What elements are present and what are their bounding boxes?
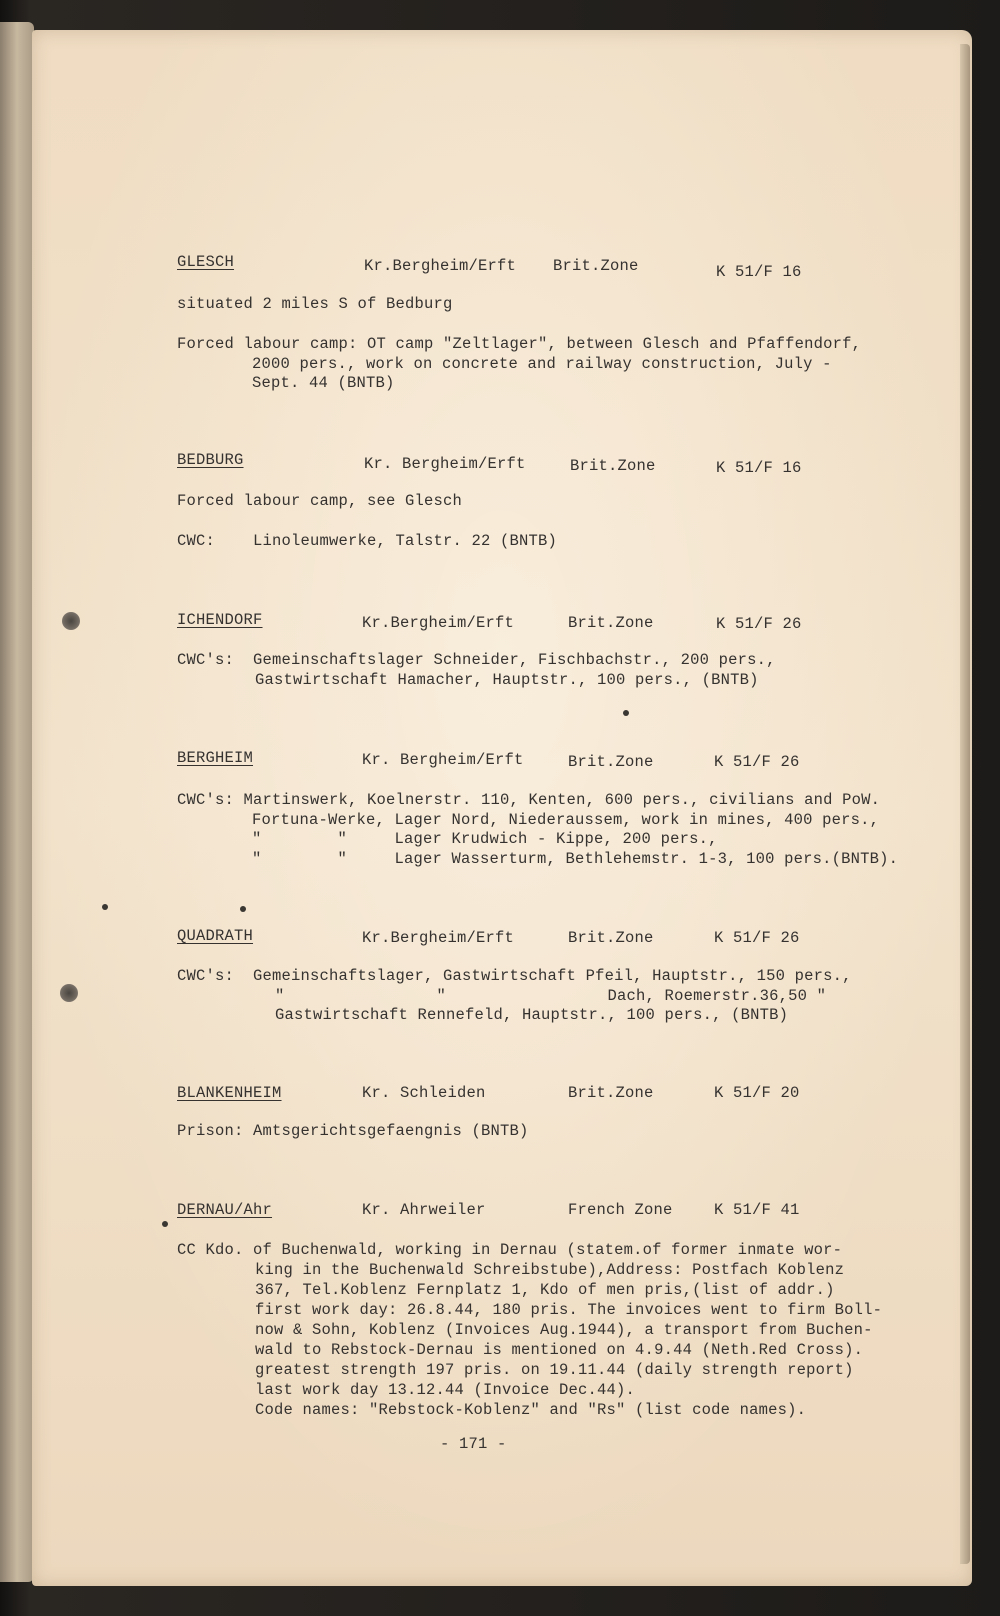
entry-line: now & Sohn, Koblenz (Invoices Aug.1944), a transport from Buchen- <box>255 1321 873 1339</box>
kreis: Kr. Bergheim/Erft <box>362 751 524 769</box>
place-heading: BLANKENHEIM <box>177 1084 282 1102</box>
kreis: Kr.Bergheim/Erft <box>364 257 517 275</box>
kreis: Kr.Bergheim/Erft <box>362 614 515 632</box>
kreis: Kr. Bergheim/Erft <box>364 455 526 473</box>
grid-ref: K 51/F 26 <box>714 929 800 947</box>
ink-dot <box>240 906 246 912</box>
entry-line: Fortuna-Werke, Lager Nord, Niederaussem, work in mines, 400 pers., <box>252 811 880 829</box>
grid-ref: K 51/F 16 <box>716 263 802 281</box>
entry-line: wald to Rebstock-Dernau is mentioned on 4.9.44 (Neth.Red Cross). <box>255 1341 864 1359</box>
zone: Brit.Zone <box>553 257 639 275</box>
entry-line: Prison: Amtsgerichtsgefaengnis (BNTB) <box>177 1122 529 1140</box>
entry-line: " " Dach, Roemerstr.36,50 " <box>275 987 827 1005</box>
zone: Brit.Zone <box>568 614 654 632</box>
zone: Brit.Zone <box>568 753 654 771</box>
zone: Brit.Zone <box>570 457 656 475</box>
zone: French Zone <box>568 1201 673 1219</box>
entry-line: CWC's: Gemeinschaftslager Schneider, Fischbachstr., 200 pers., <box>177 651 776 669</box>
place-heading: BEDBURG <box>177 451 244 469</box>
entry-line: " " Lager Wasserturm, Bethlehemstr. 1-3, 100 pers.(BNTB). <box>252 850 899 868</box>
page-edge <box>960 44 970 1564</box>
entry-line: situated 2 miles S of Bedburg <box>177 295 453 313</box>
entry-line: CWC's: Martinswerk, Koelnerstr. 110, Kenten, 600 pers., civilians and PoW. <box>177 791 881 809</box>
entry-line: 2000 pers., work on concrete and railway construction, July - <box>252 355 832 373</box>
entry-line: " " Lager Krudwich - Kippe, 200 pers., <box>252 830 718 848</box>
entry-line: 367, Tel.Koblenz Fernplatz 1, Kdo of men pris,(list of addr.) <box>255 1281 835 1299</box>
page-number: - 171 - <box>440 1435 507 1453</box>
entry-line: Forced labour camp, see Glesch <box>177 492 463 510</box>
entry-line: king in the Buchenwald Schreibstube),Address: Postfach Koblenz <box>255 1261 845 1279</box>
entry-line: Code names: "Rebstock-Koblenz" and "Rs" (list code names). <box>255 1401 807 1419</box>
zone: Brit.Zone <box>568 1084 654 1102</box>
punch-hole <box>60 984 78 1002</box>
entry-line: CWC's: Gemeinschaftslager, Gastwirtschaft Pfeil, Hauptstr., 150 pers., <box>177 967 852 985</box>
place-heading: GLESCH <box>177 253 235 271</box>
entry-line: CC Kdo. of Buchenwald, working in Dernau (statem.of former inmate wor- <box>177 1241 843 1259</box>
zone: Brit.Zone <box>568 929 654 947</box>
kreis: Kr. Ahrweiler <box>362 1201 486 1219</box>
place-heading: QUADRATH <box>177 927 254 945</box>
place-heading: BERGHEIM <box>177 749 254 767</box>
grid-ref: K 51/F 16 <box>716 459 802 477</box>
ink-dot <box>623 710 629 716</box>
entry-line: first work day: 26.8.44, 180 pris. The invoices went to firm Boll- <box>255 1301 883 1319</box>
grid-ref: K 51/F 41 <box>714 1201 800 1219</box>
grid-ref: K 51/F 26 <box>714 753 800 771</box>
entry-line: CWC: Linoleumwerke, Talstr. 22 (BNTB) <box>177 532 558 550</box>
grid-ref: K 51/F 20 <box>714 1084 800 1102</box>
entry-line: Sept. 44 (BNTB) <box>252 374 395 392</box>
grid-ref: K 51/F 26 <box>716 615 802 633</box>
kreis: Kr. Schleiden <box>362 1084 486 1102</box>
entry-line: Gastwirtschaft Hamacher, Hauptstr., 100 pers., (BNTB) <box>255 671 759 689</box>
kreis: Kr.Bergheim/Erft <box>362 929 515 947</box>
entry-line: Gastwirtschaft Rennefeld, Hauptstr., 100 pers., (BNTB) <box>275 1006 789 1024</box>
entry-line: greatest strength 197 pris. on 19.11.44 (daily strength report) <box>255 1361 854 1379</box>
entry-line: last work day 13.12.44 (Invoice Dec.44). <box>255 1381 636 1399</box>
place-heading: DERNAU/Ahr <box>177 1201 273 1219</box>
ink-dot <box>162 1221 168 1227</box>
place-heading: ICHENDORF <box>177 611 263 629</box>
ink-dot <box>102 904 108 910</box>
entry-line: Forced labour camp: OT camp "Zeltlager", between Glesch and Pfaffendorf, <box>177 335 862 353</box>
punch-hole <box>62 612 80 630</box>
